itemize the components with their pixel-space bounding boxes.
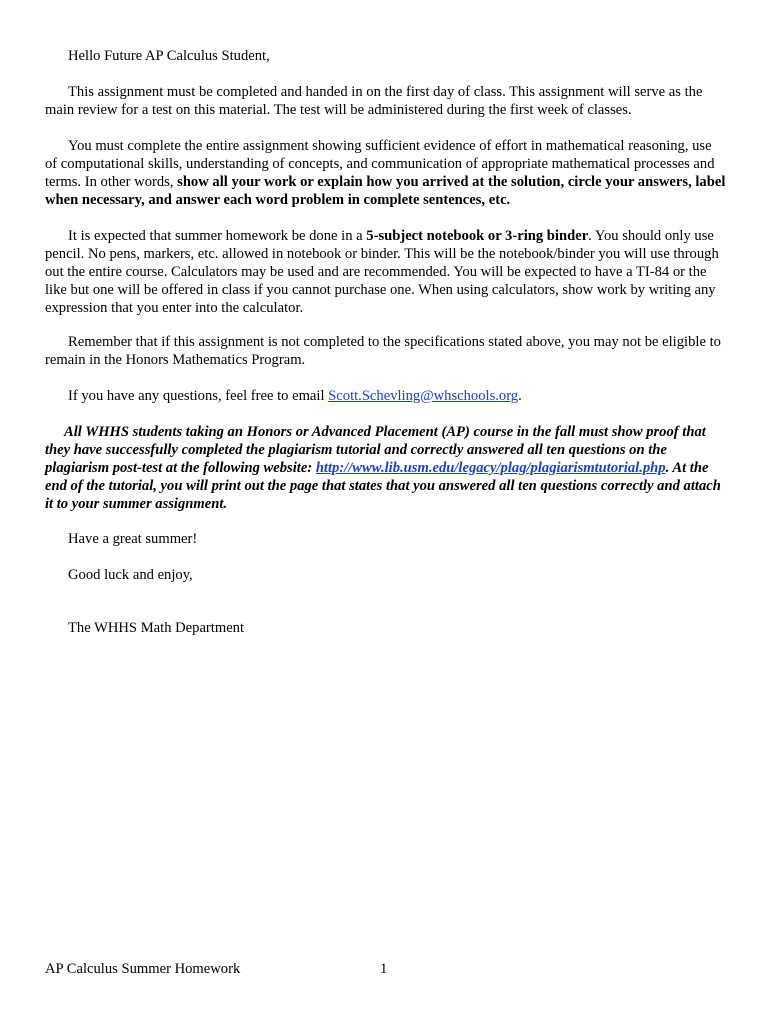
questions-text: If you have any questions, feel free to email [68,388,329,404]
questions-period: . [518,388,522,404]
paragraph-assignment-due: This assignment must be completed and handed in on the first day of class. This assignment will serve as the main review for a test on this material. The test will be administered during the first week of classes. [45,84,703,118]
requirements-bold-text: show all your work or explain how you arrived at the solution, circle your answers, label when necessary, and answer each word problem in complete sentences, etc. [45,174,726,208]
paragraph-materials [45,227,727,317]
requirements-text: You must complete the entire assignment showing sufficient evidence of effort in mathematical reasoning, use of computational skills, understanding of concepts, and communication of appropriate mathematical processes and terms. In other words, [45,138,715,190]
plagiarism-tutorial-link[interactable]: http://www.lib.usm.edu/legacy/plag/plagiarismtutorial.php [315,460,666,476]
paragraph-questions [45,387,727,405]
materials-bold-text: 5-subject notebook or 3-ring binder [366,228,589,244]
materials-text-a: It is expected that summer homework be done in a [68,228,367,244]
signature: The WHHS Math Department [68,620,245,636]
plagiarism-text-b: . At the end of the tutorial, you will print out the page that states that you answered all ten questions correctly and attach it to your summer assignment. [45,460,721,512]
summer-wish: Have a great summer! [68,531,198,547]
footer-title: AP Calculus Summer Homework [45,961,241,977]
paragraph-eligibility: Remember that if this assignment is not completed to the specifications stated above, you may not be eligible to remain in the Honors Mathematics Program. [45,334,721,368]
closing: Good luck and enjoy, [68,567,193,583]
paragraph-plagiarism [45,423,727,513]
footer-page-number: 1 [380,961,388,977]
plagiarism-text-a: All WHHS students taking an Honors or Advanced Placement (AP) course in the fall must show proof that they have successfully completed the plagiarism tutorial and correctly answered all ten questions on the plagiarism post-test at the following website: [45,424,706,476]
greeting: Hello Future AP Calculus Student, [68,48,270,64]
paragraph-requirements [45,137,727,209]
email-link[interactable]: Scott.Schevling@whschools.org [328,388,519,404]
materials-text-b: . You should only use pencil. No pens, markers, etc. allowed in notebook or binder. This will be the notebook/binder you will use through out the entire course. Calculators may be used and are recommended. You will be expected to have a TI-84 or the like but one will be offered in class if you cannot purchase one. When using calculators, show work by writing any expression that you enter into the calculator. [45,228,719,316]
